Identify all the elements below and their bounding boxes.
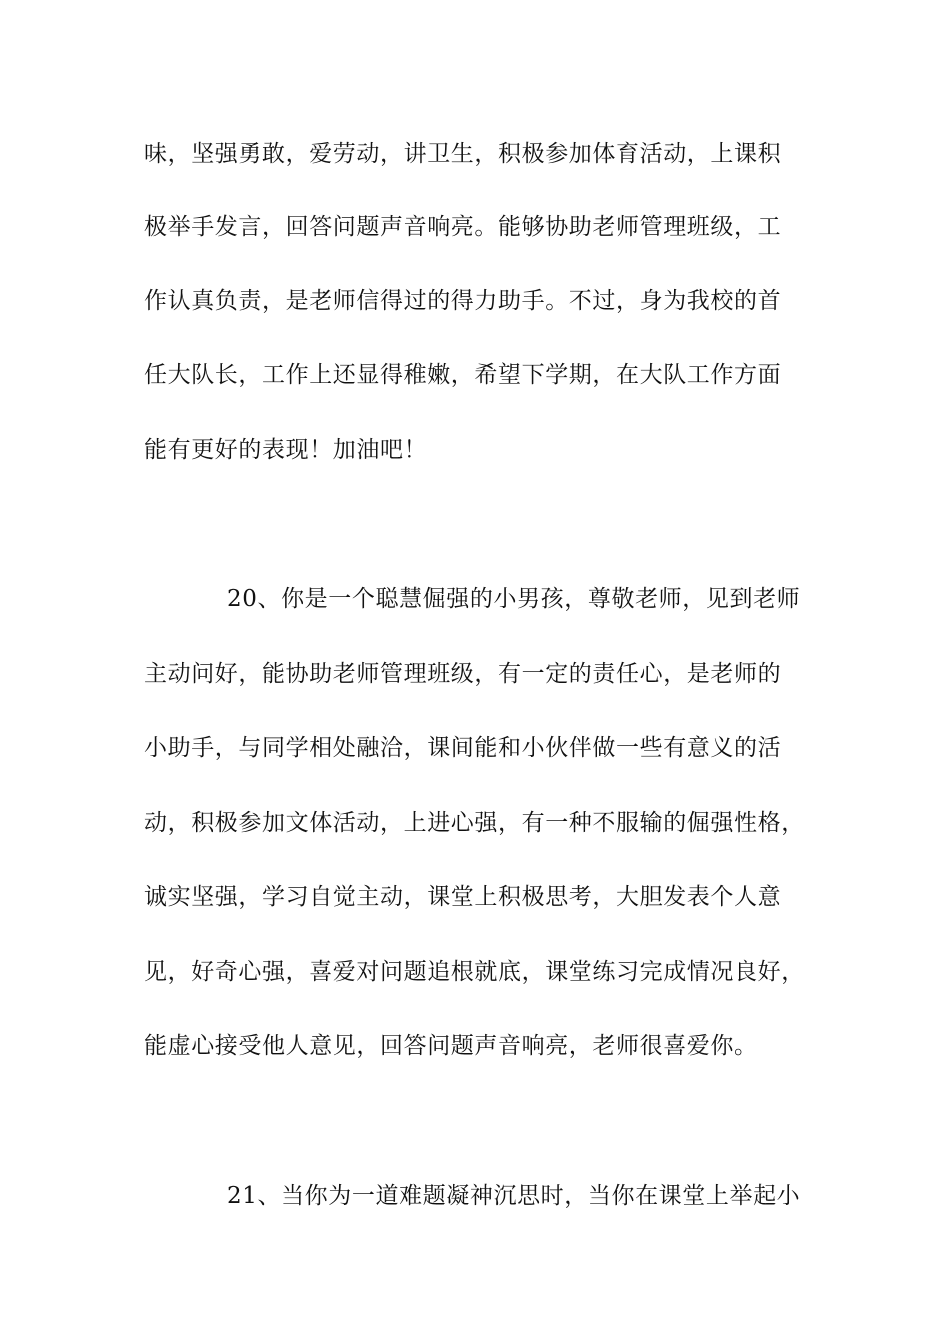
paragraph-2-line-1: 20、你是一个聪慧倔强的小男孩，尊敬老师，见到老师 <box>227 586 801 612</box>
paragraph-2-line-5: 诚实坚强，学习自觉主动，课堂上积极思考，大胆发表个人意 <box>144 884 782 910</box>
paragraph-1-line-4: 任大队长，工作上还显得稚嫩，希望下学期，在大队工作方面 <box>144 362 782 388</box>
paragraph-1-line-2: 极举手发言，回答问题声音响亮。能够协助老师管理班级，工 <box>144 214 782 240</box>
paragraph-2-line-6: 见，好奇心强，喜爱对问题追根就底，课堂练习完成情况良好， <box>144 959 805 985</box>
paragraph-1-line-3: 作认真负责，是老师信得过的得力助手。不过，身为我校的首 <box>144 288 782 314</box>
paragraph-1-line-5: 能有更好的表现！加油吧！ <box>144 437 428 463</box>
paragraph-2-line-4: 动，积极参加文体活动，上进心强，有一种不服输的倔强性格， <box>144 810 805 836</box>
paragraph-1-line-1: 味，坚强勇敢，爱劳动，讲卫生，积极参加体育活动，上课积 <box>144 141 782 167</box>
paragraph-2-line-3: 小助手，与同学相处融洽，课间能和小伙伴做一些有意义的活 <box>144 735 782 761</box>
paragraph-2-line-7: 能虚心接受他人意见，回答问题声音响亮，老师很喜爱你。 <box>144 1033 758 1059</box>
paragraph-3-line-1: 21、当你为一道难题凝神沉思时，当你在课堂上举起小 <box>227 1183 801 1209</box>
paragraph-2-line-2: 主动问好，能协助老师管理班级，有一定的责任心，是老师的 <box>144 661 782 687</box>
